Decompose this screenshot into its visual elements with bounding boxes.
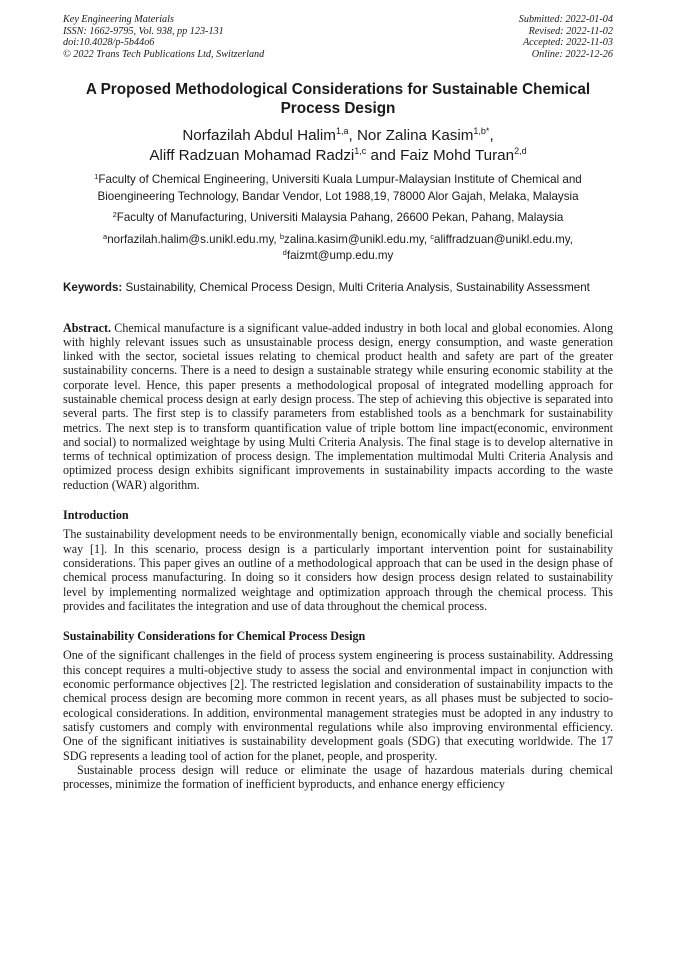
affiliation-text: Faculty of Manufacturing, Universiti Malaysia Pahang, 26600 Pekan, Pahang, Malaysia <box>116 211 564 224</box>
author-name: Nor Zalina Kasim <box>356 127 474 144</box>
section-paragraph: Sustainable process design will reduce or eliminate the usage of hazardous materials during chemical processes, minimize the formation of inefficient byproducts, and enhance energy efficiency <box>63 762 613 792</box>
email-separator: , <box>423 232 431 246</box>
journal-name: Key Engineering Materials <box>63 14 174 25</box>
journal-copyright: © 2022 Trans Tech Publications Ltd, Switzerland <box>63 48 265 60</box>
paper-page <box>63 14 613 791</box>
date-online: Online: 2022-12-26 <box>531 48 613 60</box>
abstract <box>63 321 613 493</box>
keywords-text: Sustainability, Chemical Process Design, Multi Criteria Analysis, Sustainability Assessment <box>125 280 590 294</box>
abstract-label: Abstract. <box>63 320 112 335</box>
introduction-heading: Introduction <box>63 508 129 523</box>
author-emails <box>63 232 613 265</box>
author-list <box>63 126 613 166</box>
abstract-text: Chemical manufacture is a significant value-added industry in both local and global economies. Along with highly relevant issues such as unsustainable process design, energy consumption, and waste generation linked with the sector, societal issues relating to chemical product health and safety are part of the greater sustainability concerns. There is a need to design a sustainable strategy while ensuring economic stability at the corporate level. Hence, this paper presents a methodological proposal of integrated modelling approach for sustainable chemical process design at early design process. The step of achieving this objective is separated into several parts. The first step is to classify parameters from established tools as a benchmark for sustainability metrics. The next step is to transform quantification value of triple bottom line impact(economic, environment and social) to normalized weightage by using Multi Criteria Analysis. The final stage is to develop alternative in terms of technical optimization of process design. The implementation multimodal Multi Criteria Analysis and optimized process design exhibits significant improvements in sustainability impacts according to the waste reduction (WAR) algorithm. <box>63 320 613 492</box>
email-link[interactable]: norfazilah.halim@s.unikl.edu.my <box>107 232 274 246</box>
date-accepted: Accepted: 2022-11-03 <box>522 37 613 49</box>
affiliation-1 <box>63 172 613 205</box>
email-separator: , <box>569 232 573 246</box>
date-revised: Revised: 2022-11-02 <box>528 25 613 37</box>
author-name: Aliff Radzuan Mohamad Radzi <box>149 147 355 164</box>
email-link[interactable]: aliffradzuan@unikl.edu.my <box>434 232 570 246</box>
journal-issn: ISSN: 1662-9795, Vol. 938, pp 123-131 <box>63 25 224 37</box>
email-mark: d <box>282 248 287 257</box>
journal-info <box>63 14 264 60</box>
email-link[interactable]: zalina.kasim@unikl.edu.my <box>284 232 424 246</box>
author-separator: , <box>348 127 357 144</box>
email-mark: a <box>103 231 108 241</box>
email-mark: b <box>279 231 285 241</box>
author-separator: and <box>366 147 401 164</box>
section-paragraph: One of the significant challenges in the field of process system engineering is process sustainability. Addressing this concept requires a multi-objective study to assess the social and environmental impact in conjunction with economic performance objectives [2]. The restricted legislation and consideration of sustainability impacts to the chemical process design are becoming more common in recent years, as all phases must be subjected to socio-ecological considerations. In addition, environmental management strategies must be adopted in any industry to satisfy customers and comply with environmental regulations while also improving environmental efficiency. One of the significant initiatives is sustainability development goals (SDG) that executing worldwide. The 17 SDG represents a leading tool of action for the planet, people, and prosperity. <box>63 648 613 763</box>
email-link[interactable]: faizmt@ump.edu.my <box>286 249 394 262</box>
introduction-paragraph: The sustainability development needs to be environmentally benign, economically viable and socially beneficial way [1]. In this scenario, process design is a particularly important intervention point for sustainability considerations. This paper gives an outline of a methodological approach that can be used in the design phase of chemical process manufacturing. In doing so it considers how design process design related to sustainability level by implementing normalized weightage and optimization approach through the chemical process. This provides and facilitates the integration and use of data throughout the chemical process. <box>63 527 613 613</box>
date-submitted: Submitted: 2022-01-04 <box>518 14 613 25</box>
journal-doi[interactable]: doi:10.4028/p-5b44o6 <box>63 37 155 49</box>
author-separator: , <box>489 127 494 144</box>
affiliation-number: 2 <box>112 210 117 219</box>
author-name: Faiz Mohd Turan <box>400 147 515 164</box>
email-mark: c <box>430 231 435 241</box>
affiliation-2 <box>63 210 613 227</box>
email-separator: , <box>273 232 280 246</box>
author-name: Norfazilah Abdul Halim <box>182 127 336 144</box>
publication-dates <box>519 14 613 60</box>
keywords-label: Keywords: <box>63 280 123 294</box>
affiliation-number: 1 <box>94 172 99 181</box>
journal-header <box>63 14 613 70</box>
author-affiliation-mark: 1,c <box>354 146 367 156</box>
affiliation-text: Faculty of Chemical Engineering, Universiti Kuala Lumpur-Malaysian Institute of Chemical and Bioengineering Technology, Bandar Vendor, Lot 1988,19, 78000 Alor Gajah, Melaka, Malaysia <box>97 173 582 203</box>
keywords <box>63 281 613 295</box>
author-affiliation-mark: 2,d <box>514 146 527 156</box>
paper-title: A Proposed Methodological Considerations for Sustainable Chemical Process Design <box>85 81 591 117</box>
section-heading: Sustainability Considerations for Chemical Process Design <box>63 629 366 644</box>
author-affiliation-mark: 1,b* <box>473 126 490 136</box>
author-affiliation-mark: 1,a <box>335 126 349 136</box>
